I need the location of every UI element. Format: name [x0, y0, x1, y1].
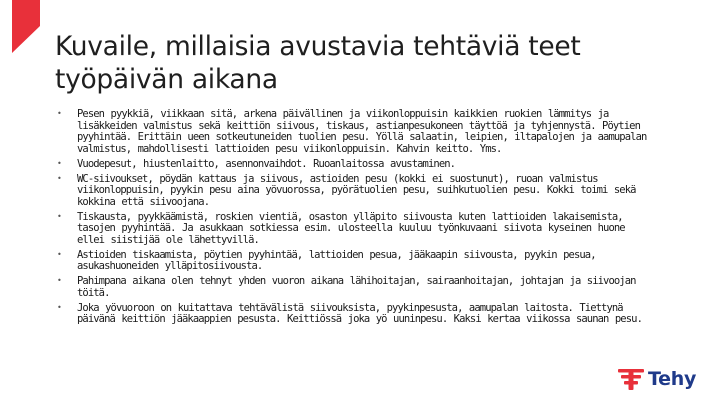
bullet-list — [57, 109, 657, 329]
tehy-logo — [618, 366, 696, 392]
tehy-emblem-icon — [618, 368, 644, 390]
bullet-text: Tiskausta, pyykkäämistä, roskien vientiä, osaston ylläpito siivousta kuten lattioiden lakaisemista, tasojen pyyhintää. Ja asukkaan sotkiessa esim. ulosteella kuuluu työnkuvaani siivota kyseinen huone ellei siistijää ole lähettyvillä. — [77, 210, 625, 246]
bullet-marker: • — [57, 276, 61, 285]
bullet-text: WC-siivoukset, pöydän kattaus ja siivous, astioiden pesu (kokki ei suostunut), ruoan valmistus viikonloppuisin, pyykin pesu aina yövuorossa, pyörätuolien pesu, suihkutuolien pesu. Kokki toimi sekä kokkina että siivoojana. — [77, 172, 636, 208]
list-item — [57, 174, 657, 209]
list-item — [57, 276, 657, 299]
bullet-marker: • — [57, 211, 61, 221]
tehy-logo-text: Tehy — [648, 368, 697, 390]
bullet-text: Vuodepesut, hiustenlaitto, asennonvaihdot. Ruoanlaitossa avustaminen. — [77, 157, 456, 170]
red-corner-mark-icon — [0, 0, 40, 56]
list-item — [57, 109, 657, 155]
bullet-text: Joka yövuoroon on kuitattava tehtävälistä siivouksista, pyykinpesusta, aamupalan laitosta. Tiettynä päivänä keittiön jääkaappien pesusta. Keittiössä joka yö uuninpesu. Kaksi kertaa viikossa saunan pesu. — [77, 301, 642, 325]
list-item — [57, 250, 657, 273]
bullet-text: Astioiden tiskaamista, pöytien pyyhintää, lattioiden pesua, jääkaapin siivousta, pyykin pesua, asukashuoneiden ylläpitosiivousta. — [77, 248, 596, 272]
list-item — [57, 212, 657, 247]
bullet-marker: • — [57, 109, 61, 118]
bullet-text: Pesen pyykkiä, viikkaan sitä, arkena päivällinen ja viikonloppuisin kaikkien ruokien lämmitys ja lisäkkeiden valmistus sekä keittiön siivous, tiskaus, astianpesukoneen täyttöä ja tyhjennystä. Pöytien pyyhintää. Erittäin ueen sotkeutuneiden tuolien pesu. Yöllä salaatin, leipien, iltapalojen ja aamupalan valmistus, mahdollisesti lattioiden pesu viikonloppuisin. Kahvin keitto. Yms. — [77, 108, 647, 155]
list-item — [57, 159, 657, 171]
bullet-marker: • — [57, 249, 61, 259]
slide-title: Kuvaile, millaisia avustavia tehtäviä teet työpäivän aikana — [55, 31, 581, 95]
bullet-marker: • — [57, 302, 61, 312]
list-item — [57, 303, 657, 326]
bullet-text: Pahimpana aikana olen tehnyt yhden vuoron aikana lähihoitajan, sairaanhoitajan, johtajan ja siivoojan töitä. — [77, 275, 636, 299]
bullet-marker: • — [57, 158, 61, 168]
bullet-marker: • — [57, 173, 61, 183]
